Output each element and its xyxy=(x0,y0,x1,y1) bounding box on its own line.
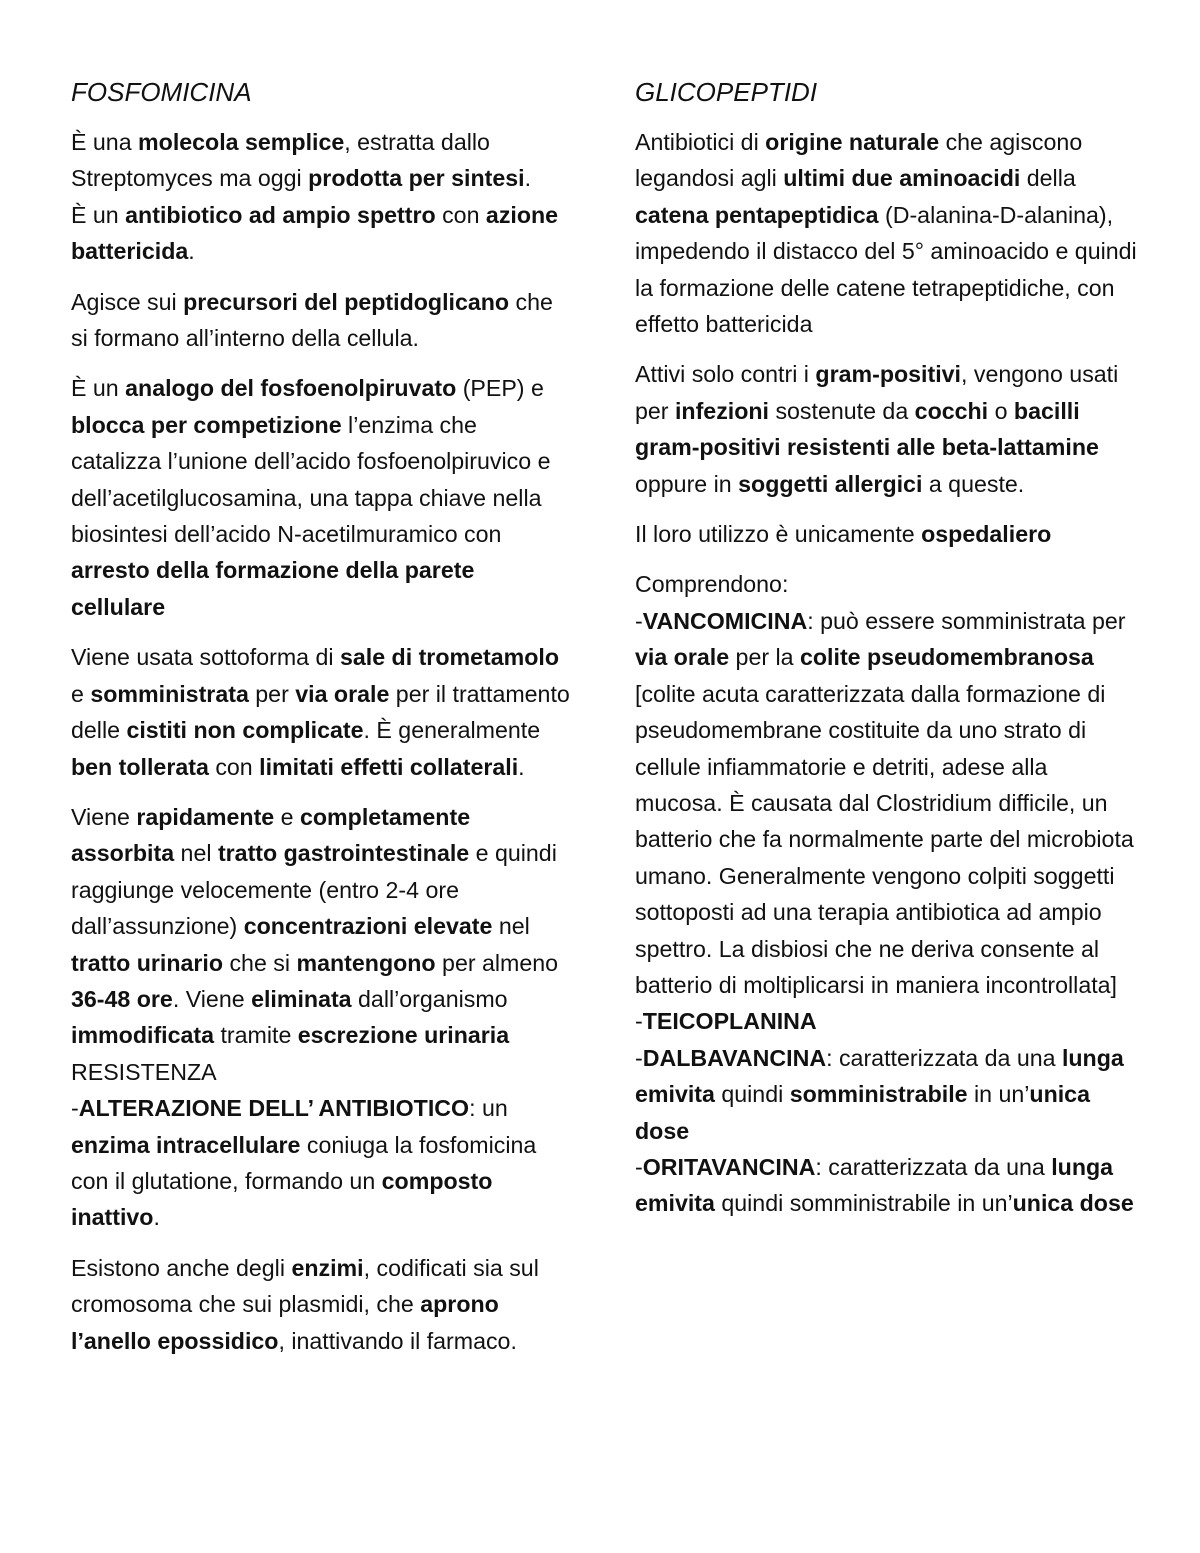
bold-text: gram-positivi xyxy=(815,361,961,388)
bold-text: ben tollerata xyxy=(71,753,209,780)
bold-text: somministrabile xyxy=(789,1081,968,1108)
left-paragraph-7 xyxy=(71,1090,571,1236)
text: Il loro utilizzo è unicamente xyxy=(635,521,922,548)
text: , inattivando il farmaco. xyxy=(278,1327,517,1354)
text: Viene xyxy=(71,803,137,830)
bold-text: tratto gastrointestinale xyxy=(217,840,470,867)
text: - xyxy=(635,1044,643,1071)
text: o xyxy=(988,397,1014,424)
bold-text: catena pentapeptidica xyxy=(635,201,879,228)
bold-text: unica dose xyxy=(1012,1190,1134,1217)
bold-text: infezioni xyxy=(674,397,769,424)
bold-text: lunga emivita xyxy=(635,1153,1114,1217)
glicopeptidi-title: GLICOPEPTIDI xyxy=(635,77,818,107)
text: - xyxy=(71,1095,79,1122)
text: oppure in xyxy=(635,470,739,497)
text: : può essere somministrata per xyxy=(807,607,1126,634)
right-column xyxy=(635,72,1140,1236)
text: che si xyxy=(223,949,297,976)
text: sostenute da xyxy=(769,397,915,424)
text: che si formano all’interno della cellula. xyxy=(71,288,553,352)
right-paragraph-3 xyxy=(635,566,1140,602)
left-paragraph-8 xyxy=(71,1250,571,1359)
text: e quindi raggiunge velocemente (entro 2-4 ore dall’assunzione) xyxy=(71,840,557,940)
text: Viene usata sottoforma di xyxy=(71,644,340,671)
text: Esistono anche degli xyxy=(71,1254,292,1281)
bold-text: colite pseudomembranosa xyxy=(800,644,1094,671)
bold-text: lunga emivita xyxy=(635,1044,1124,1108)
bold-text: soggetti allergici xyxy=(738,470,923,497)
right-paragraph-4 xyxy=(635,603,1140,1003)
right-paragraph-0 xyxy=(635,124,1140,342)
right-paragraph-1 xyxy=(635,356,1140,502)
left-paragraph-1 xyxy=(71,197,571,270)
text: . xyxy=(518,753,525,780)
bold-text: ospedaliero xyxy=(921,521,1052,548)
bold-text: aprono l’anello epossidico xyxy=(71,1291,499,1354)
bold-text: rapidamente xyxy=(136,803,275,830)
bold-text: VANCOMICINA xyxy=(642,607,808,634)
text: . Viene xyxy=(172,985,252,1012)
bold-text: ORITAVANCINA xyxy=(642,1153,816,1180)
text: Antibiotici di xyxy=(635,129,766,155)
text: (PEP) e xyxy=(456,375,544,402)
bold-text: tratto urinario xyxy=(71,949,224,976)
bold-text: molecola semplice xyxy=(138,129,345,155)
left-paragraph-3 xyxy=(71,370,571,625)
text: dall’organismo xyxy=(351,985,508,1012)
bold-text: unica dose xyxy=(635,1081,1090,1144)
bold-text: blocca per competizione xyxy=(71,411,342,438)
text: per il trattamento delle xyxy=(71,680,570,744)
bold-text: via orale xyxy=(635,644,730,671)
right-paragraph-7 xyxy=(635,1149,1140,1222)
bold-text: ultimi due aminoacidi xyxy=(783,165,1021,192)
bold-text: sale di trometamolo xyxy=(339,644,560,671)
text: , estratta dallo Streptomyces ma oggi xyxy=(71,129,490,192)
text: l’enzima che catalizza l’unione dell’acido fosfoenolpiruvico e dell’acetilglucosamina, una tappa chiave nella biosintesi dell’acido N-acetilmuramico con xyxy=(71,411,551,548)
text: . xyxy=(524,165,532,192)
text: - xyxy=(635,1008,643,1035)
text: tramite xyxy=(214,1022,298,1049)
bold-text: composto inattivo xyxy=(71,1167,493,1231)
bold-text: origine naturale xyxy=(765,129,940,155)
bold-text: TEICOPLANINA xyxy=(642,1008,817,1035)
text: a queste. xyxy=(922,470,1025,497)
text: per la xyxy=(729,644,800,671)
text: , codificati sia sul cromosoma che sui plasmidi, che xyxy=(71,1254,539,1318)
fosfomicina-title: FOSFOMICINA xyxy=(71,77,252,107)
text: per xyxy=(248,680,296,707)
right-paragraph-6 xyxy=(635,1040,1140,1149)
left-column xyxy=(71,72,571,1373)
bold-text: escrezione urinaria xyxy=(297,1022,510,1049)
text: Agisce sui xyxy=(71,288,184,315)
text: . xyxy=(153,1204,160,1231)
bold-text: enzima intracellulare xyxy=(71,1131,301,1158)
text: . xyxy=(188,238,195,265)
bold-text: concentrazioni elevate xyxy=(243,913,493,940)
bold-text: bacilli gram-positivi resistenti alle beta-lattamine xyxy=(635,397,1099,461)
text: della xyxy=(1020,165,1076,192)
bold-text: ALTERAZIONE DELL’ ANTIBIOTICO xyxy=(78,1095,470,1122)
left-paragraph-5 xyxy=(71,799,571,1054)
text: coniuga la fosfomicina con il glutatione, formando un xyxy=(71,1131,537,1194)
left-paragraph-6 xyxy=(71,1054,571,1090)
bold-text: cistiti non complicate xyxy=(126,717,364,744)
text: . È generalmente xyxy=(363,717,541,744)
bold-text: via orale xyxy=(295,680,390,707)
text: quindi somministrabile in un’ xyxy=(714,1190,1013,1217)
text: nel xyxy=(492,913,530,940)
text: e xyxy=(71,680,91,707)
text: - xyxy=(635,607,643,634)
bold-text: limitati effetti collaterali xyxy=(259,753,519,780)
bold-text: DALBAVANCINA xyxy=(642,1044,827,1071)
text: con xyxy=(435,201,486,228)
bold-text: somministrata xyxy=(90,680,249,707)
text: per almeno xyxy=(435,949,559,976)
text: con xyxy=(208,753,260,780)
text: che agiscono legandosi agli xyxy=(635,129,1083,192)
text: [colite acuta caratterizzata dalla formazione di pseudomembrane costituite da uno strato di cellule infiammatorie e detriti, adese alla mucosa. È causata dal Clostridium difficile, un batterio che fa normalmente parte del microbiota umano. Generalmente vengono colpiti soggetti sottoposti ad una terapia antibiotica ad ampio spettro. La disbiosi che ne deriva consente al batterio di moltiplicarsi in maniera incontrollata] xyxy=(635,680,1134,998)
text: È un xyxy=(71,375,126,402)
text: : caratterizzata da una xyxy=(826,1044,1062,1071)
text: e xyxy=(274,803,300,830)
text: nel xyxy=(174,840,218,867)
left-paragraph-0 xyxy=(71,124,571,197)
text: Comprendono: xyxy=(635,571,789,598)
bold-text: enzimi xyxy=(291,1254,364,1281)
text: in un’ xyxy=(967,1081,1030,1108)
text: : caratterizzata da una xyxy=(815,1153,1052,1180)
bold-text: immodificata xyxy=(71,1022,215,1049)
bold-text: cocchi xyxy=(914,397,989,424)
left-paragraph-4 xyxy=(71,639,571,785)
bold-text: 36-48 ore xyxy=(71,985,173,1012)
text: quindi xyxy=(714,1081,790,1108)
right-paragraph-2 xyxy=(635,516,1140,552)
text: RESISTENZA xyxy=(71,1058,217,1085)
right-paragraph-5 xyxy=(635,1003,1140,1039)
bold-text: precursori del peptidoglicano xyxy=(183,288,510,315)
bold-text: eliminata xyxy=(251,985,352,1012)
text: : un xyxy=(469,1095,508,1122)
left-paragraph-2 xyxy=(71,284,571,357)
bold-text: prodotta per sintesi xyxy=(308,165,525,192)
bold-text: analogo del fosfoenolpiruvato xyxy=(125,375,457,402)
bold-text: mantengono xyxy=(296,949,436,976)
text: (D-alanina-D-alanina), impedendo il distacco del 5° aminoacido e quindi la formazione delle catene tetrapeptidiche, con effetto battericida xyxy=(635,201,1137,338)
bold-text: azione battericida xyxy=(71,201,559,265)
text: , vengono usati per xyxy=(635,361,1119,424)
text: È una xyxy=(71,129,139,155)
bold-text: arresto della formazione della parete cellulare xyxy=(71,557,475,620)
text: Attivi solo contri i xyxy=(635,361,816,388)
text: È un xyxy=(71,201,126,228)
bold-text: antibiotico ad ampio spettro xyxy=(125,201,436,228)
bold-text: completamente assorbita xyxy=(71,803,471,867)
text: - xyxy=(635,1153,643,1180)
